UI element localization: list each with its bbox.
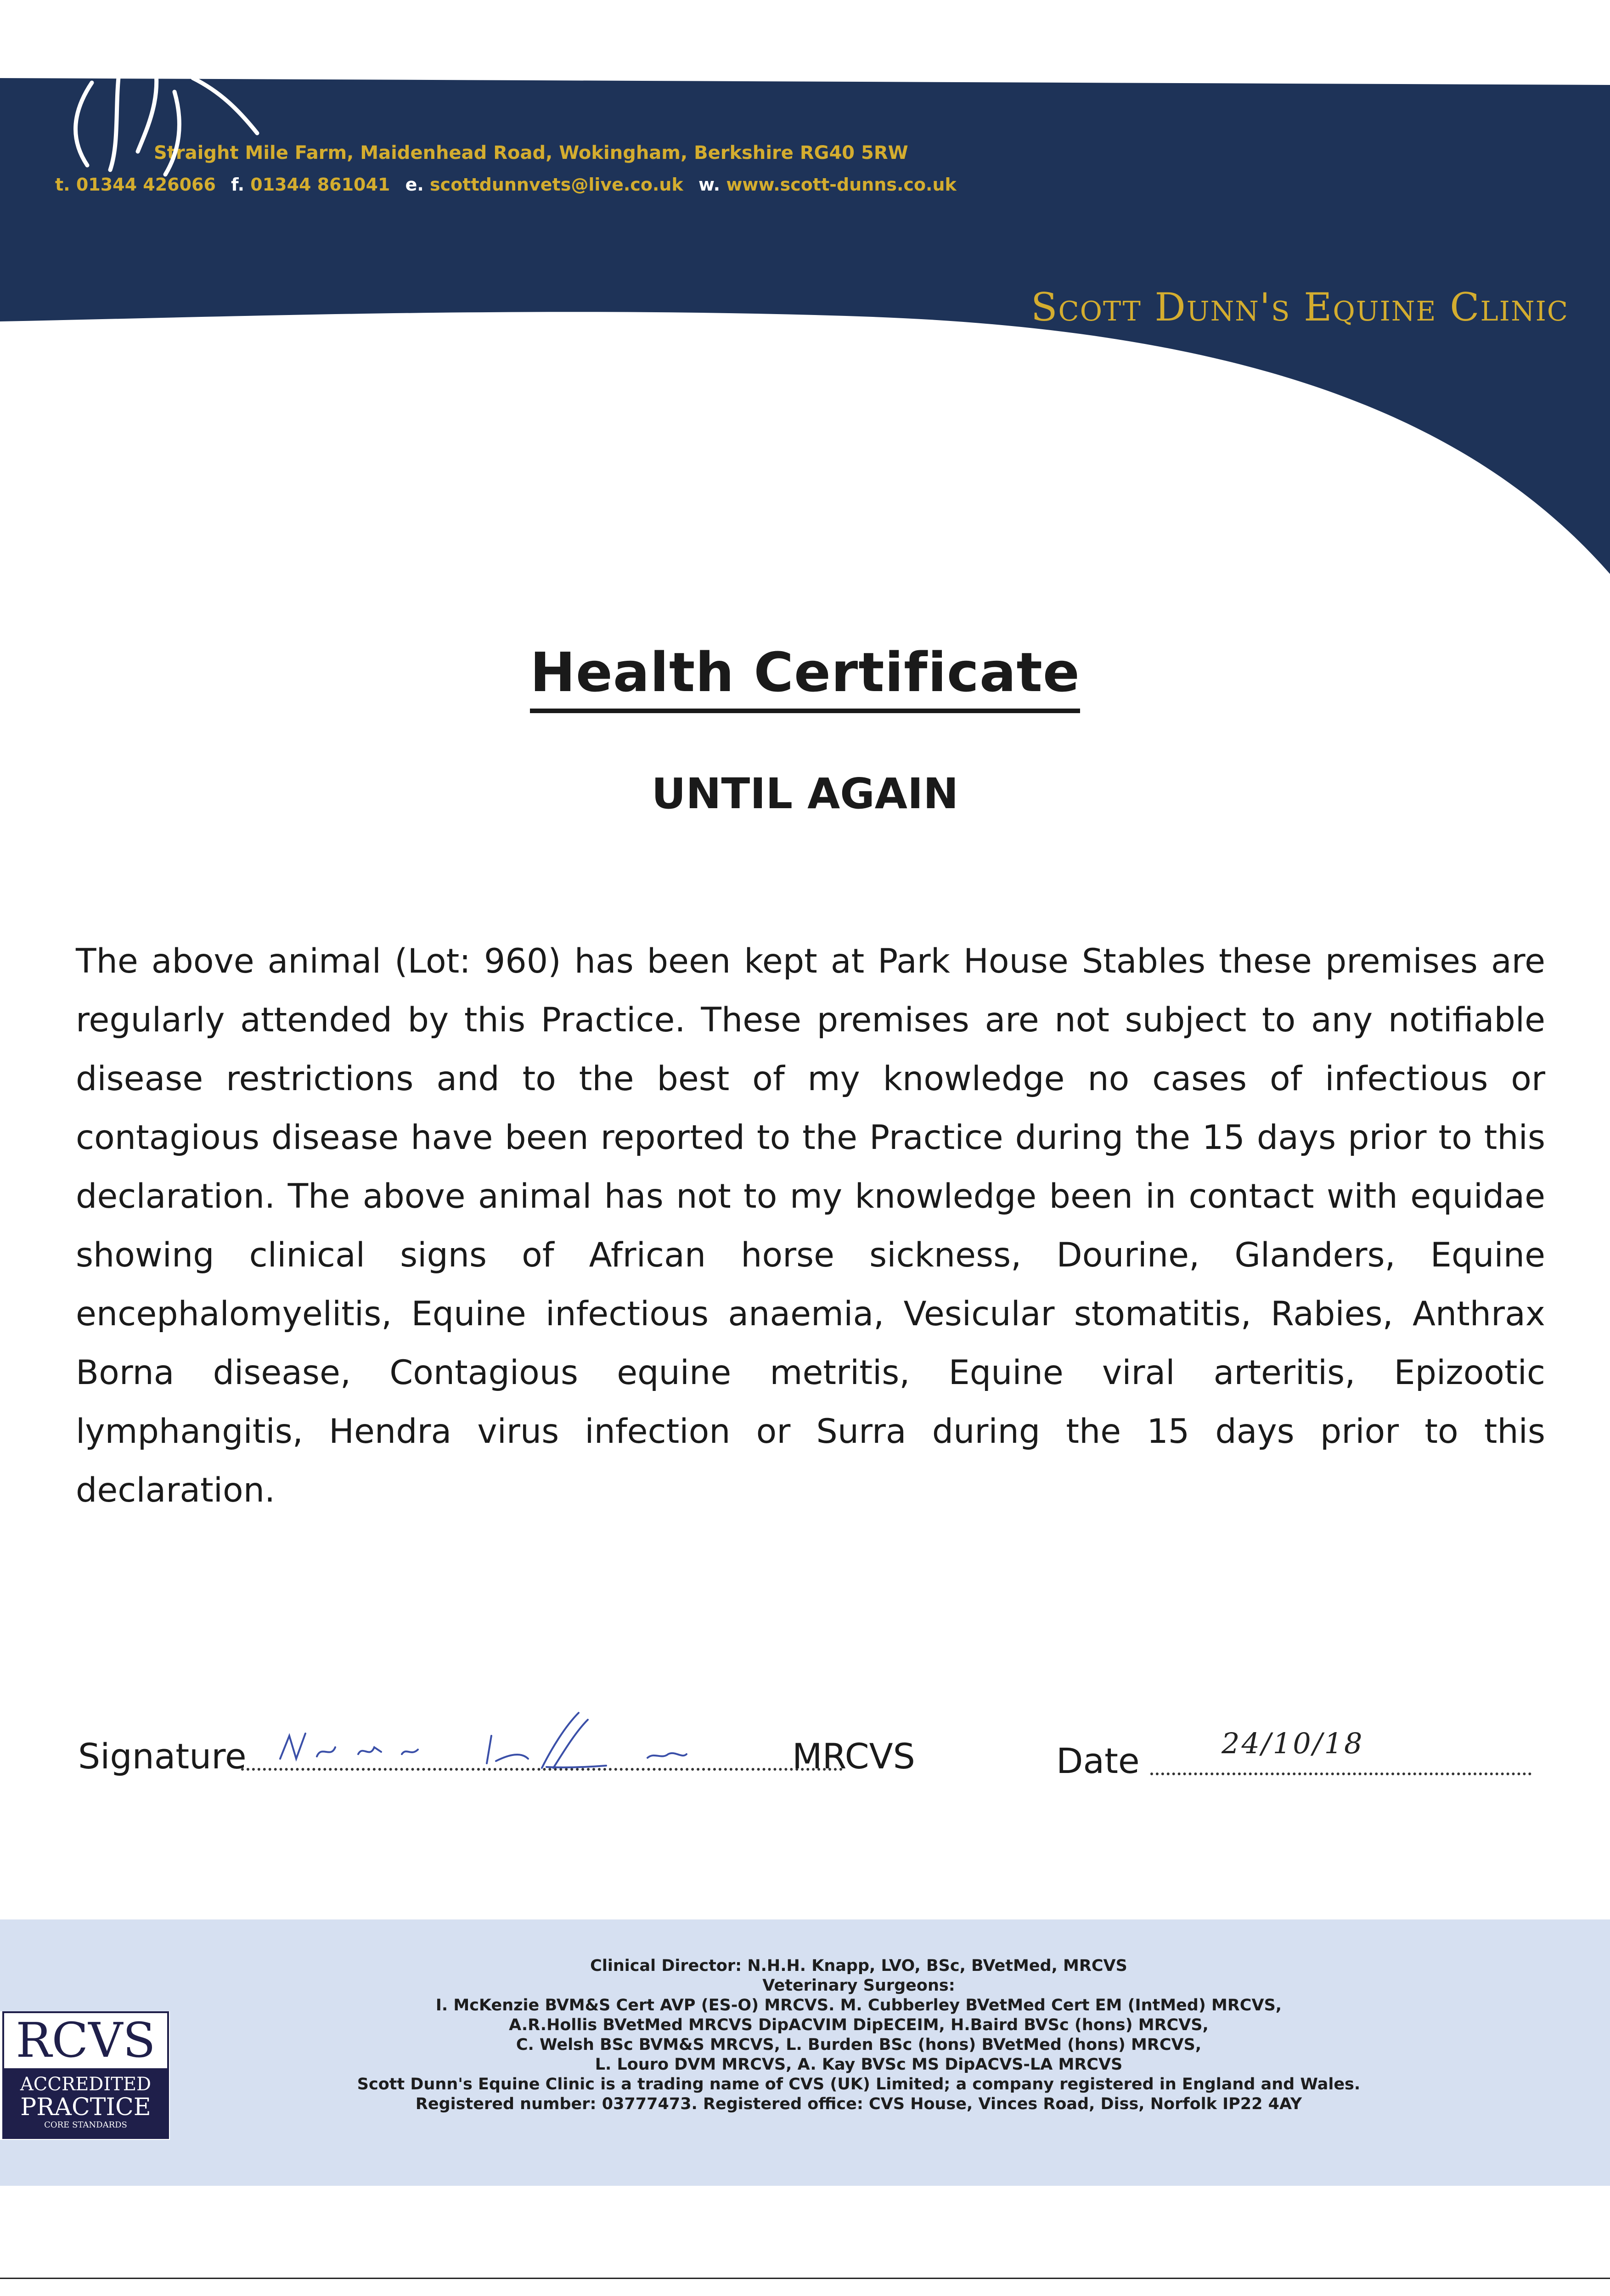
footer-line: Veterinary Surgeons: (762, 1976, 955, 1995)
rcvs-badge-panel (2, 2070, 169, 2139)
footer-line: Clinical Director: N.H.H. Knapp, LVO, BSc, BVetMed, MRCVS (590, 1957, 1127, 1975)
website: www.scott-dunns.co.uk (726, 174, 957, 195)
footer-line: C. Welsh BSc BVM&S MRCVS, L. Burden BSc (hons) BVetMed (hons) MRCVS, (516, 2036, 1202, 2054)
footer-line: L. Louro DVM MRCVS, A. Kay BVSc MS DipACVS-LA MRCVS (595, 2055, 1123, 2074)
email-label: e. (405, 174, 424, 195)
horse-head-logo-icon (0, 0, 321, 184)
footer-line: Scott Dunn's Equine Clinic is a trading name of CVS (UK) Limited; a company registered in England and Wales. (357, 2075, 1361, 2093)
rcvs-badge-title: RCVS (2, 2011, 169, 2070)
fax-number: 01344 861041 (250, 174, 390, 195)
rcvs-accredited-badge (0, 2011, 170, 2140)
footer-line: A.R.Hollis BVetMed MRCVS DipACVIM DipECEIM, H.Baird BVSc (hons) MRCVS, (509, 2016, 1209, 2034)
letterhead (0, 0, 1610, 597)
rcvs-badge-line3: CORE STANDARDS (44, 2120, 127, 2130)
rcvs-badge-line1: ACCREDITED (20, 2074, 152, 2095)
footer-band (0, 1919, 1610, 2186)
phone-number: 01344 426066 (76, 174, 216, 195)
date-value: 24/10/18 (1222, 1727, 1364, 1760)
footer-line: I. McKenzie BVM&S Cert AVP (ES-O) MRCVS. M. Cubberley BVetMed Cert EM (IntMed) MRCVS, (435, 1996, 1282, 2015)
animal-name: UNTIL AGAIN (651, 769, 959, 818)
clinic-address: Straight Mile Farm, Maidenhead Road, Wokingham, Berkshire RG40 5RW (154, 142, 908, 163)
certificate-declaration: The above animal (Lot: 960) has been kept at Park House Stables these premises are regularly attended by this Practice. These premises are not subject to any notifiable disease restrictions and to the best of my knowledge no cases of infectious or contagious disease have been reported to the Practice during the 15 days prior to this declaration. The above animal has not to my knowledge been in contact with equidae showing clinical signs of African horse sickness, Dourine, Glanders, Equine encephalomyelitis, Equine infectious anaemia, Vesicular stomatitis, Rabies, Anthrax Borna disease, Contagious equine metritis, Equine viral arteritis, Epizootic lymphangitis, Hendra virus infection or Surra during the 15 days prior to this declaration. (76, 942, 1545, 1510)
handwritten-signature (271, 1708, 845, 1777)
certificate-title (0, 641, 1610, 704)
signature-label: Signature (78, 1736, 247, 1777)
date-label: Date (1056, 1740, 1140, 1781)
footer-staff-list (193, 1956, 1525, 2114)
page-title: Health Certificate (530, 641, 1080, 713)
phone-label: t. (55, 174, 70, 195)
footer-line: Registered number: 03777473. Registered office: CVS House, Vinces Road, Diss, Norfolk IP22 4AY (415, 2095, 1302, 2113)
signature-row (78, 1727, 1548, 1800)
fax-label: f. (231, 174, 245, 195)
signature-suffix: MRCVS (792, 1736, 915, 1777)
page-bottom-rule (0, 2278, 1610, 2279)
rcvs-badge-line2: PRACTICE (20, 2093, 151, 2121)
web-label: w. (698, 174, 721, 195)
clinic-name: Scott Dunn's Equine Clinic (1031, 285, 1569, 330)
email-address: scottdunnvets@live.co.uk (430, 174, 683, 195)
